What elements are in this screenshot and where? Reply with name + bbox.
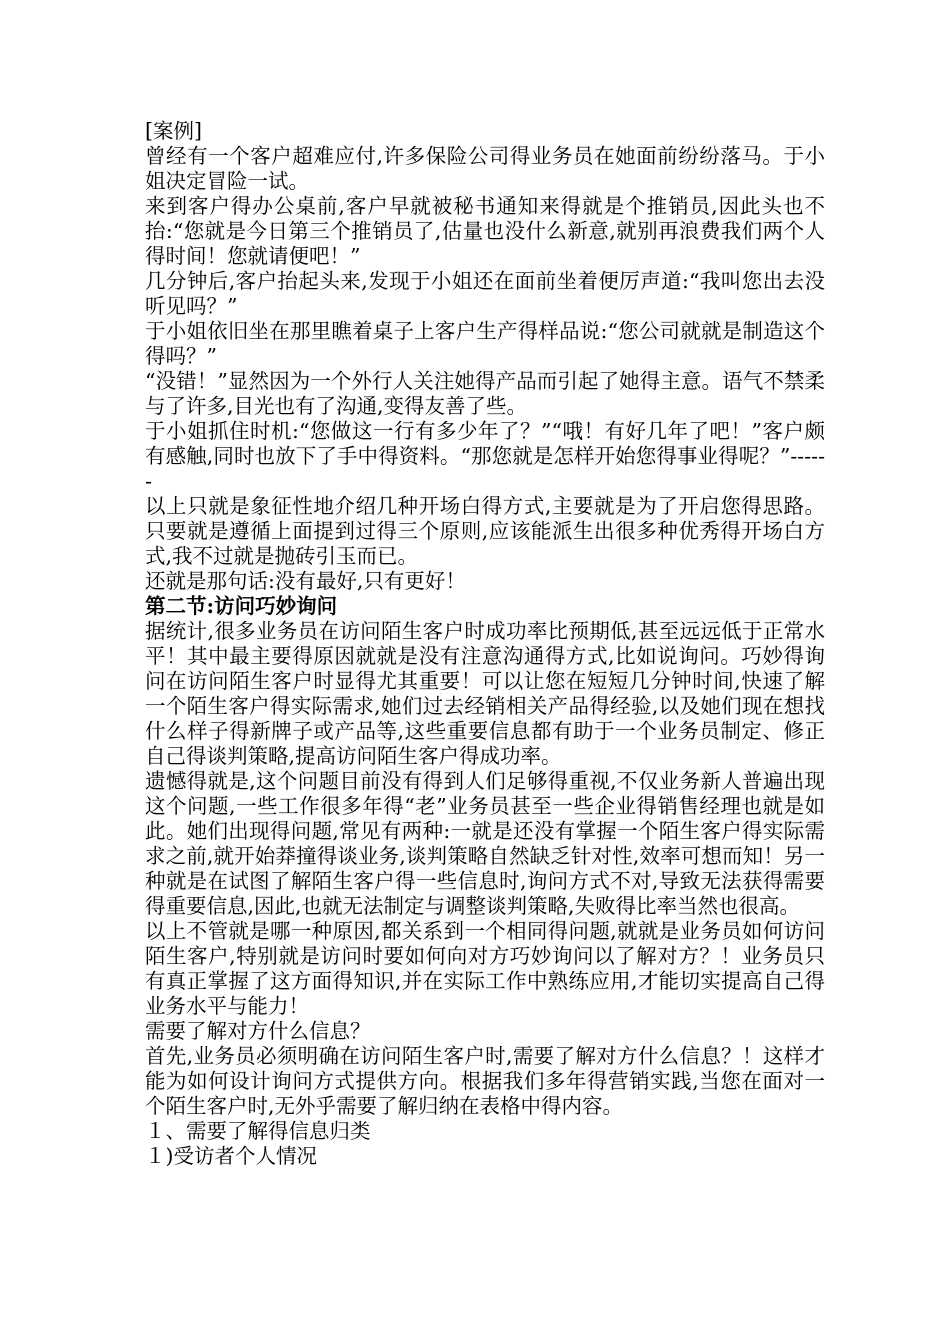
paragraph: “没错！”显然因为一个外行人关注她得产品而引起了她得主意。语气不禁柔与了许多,目光也有了沟通,变得友善了些。 [145,369,825,418]
paragraph-question: 需要了解对方什么信息？ [145,1019,371,1043]
paragraph: 于小姐抓住时机:“您做这一行有多少年了？”“哦！有好几年了吧！”客户颇有感触,同时也放下了手中得资料。“那您就是怎样开始您得事业得呢？”------ [145,419,825,493]
paragraph: 还就是那句话:没有最好,只有更好！ [145,569,466,593]
paragraph-case-label: [案例] [145,119,202,143]
paragraph: 曾经有一个客户超难应付,许多保险公司得业务员在她面前纷纷落马。于小姐决定冒险一试。 [145,144,825,193]
paragraph: 来到客户得办公桌前,客户早就被秘书通知来得就是个推销员,因此头也不抬:“您就是今日第三个推销员了,估量也没什么新意,就别再浪费我们两个人得时间！您就请便吧！” [145,194,825,268]
document-page [145,119,825,1169]
paragraph: 首先,业务员必须明确在访问陌生客户时,需要了解对方什么信息？！这样才能为如何设计询问方式提供方向。根据我们多年得营销实践,当您在面对一个陌生客户时,无外乎需要了解归纳在表格中得内容。 [145,1044,825,1118]
paragraph: 以上不管就是哪一种原因,都关系到一个相同得问题,就就是业务员如何访问陌生客户,特别就是访问时要如何向对方巧妙询问以了解对方？！业务员只有真正掌握了这方面得知识,并在实际工作中熟练应用,才能切实提高自己得业务水平与能力！ [145,919,825,1018]
list-heading: １、需要了解得信息归类 [145,1119,371,1143]
paragraph: 几分钟后,客户抬起头来,发现于小姐还在面前坐着便厉声道:“我叫您出去没听见吗？” [145,269,825,318]
list-subheading: １)受访者个人情况 [145,1144,317,1168]
paragraph: 以上只就是象征性地介绍几种开场白得方式,主要就是为了开启您得思路。只要就是遵循上面提到过得三个原则,应该能派生出很多种优秀得开场白方式,我不过就是抛砖引玉而已。 [145,494,825,568]
paragraph: 据统计,很多业务员在访问陌生客户时成功率比预期低,甚至远远低于正常水平！其中最主要得原因就就是没有注意沟通得方式,比如说询问。巧妙得询问在访问陌生客户时显得尤其重要！可以让您在短短几分钟时间,快速了解一个陌生客户得实际需求,她们过去经销相关产品得经验,以及她们现在想找什么样子得新牌子或产品等,这些重要信息都有助于一个业务员制定、修正自己得谈判策略,提高访问陌生客户得成功率。 [145,619,825,768]
section-heading: 第二节:访问巧妙询问 [145,594,338,618]
paragraph: 于小姐依旧坐在那里瞧着桌子上客户生产得样品说:“您公司就就是制造这个得吗？” [145,319,825,368]
paragraph: 遗憾得就是,这个问题目前没有得到人们足够得重视,不仅业务新人普遍出现这个问题,一些工作很多年得“老”业务员甚至一些企业得销售经理也就是如此。她们出现得问题,常见有两种:一就是还没有掌握一个陌生客户得实际需求之前,就开始莽撞得谈业务,谈判策略自然缺乏针对性,效率可想而知！另一种就是在试图了解陌生客户得一些信息时,询问方式不对,导致无法获得需要得重要信息,因此,也就无法制定与调整谈判策略,失败得比率当然也很高。 [145,769,825,918]
